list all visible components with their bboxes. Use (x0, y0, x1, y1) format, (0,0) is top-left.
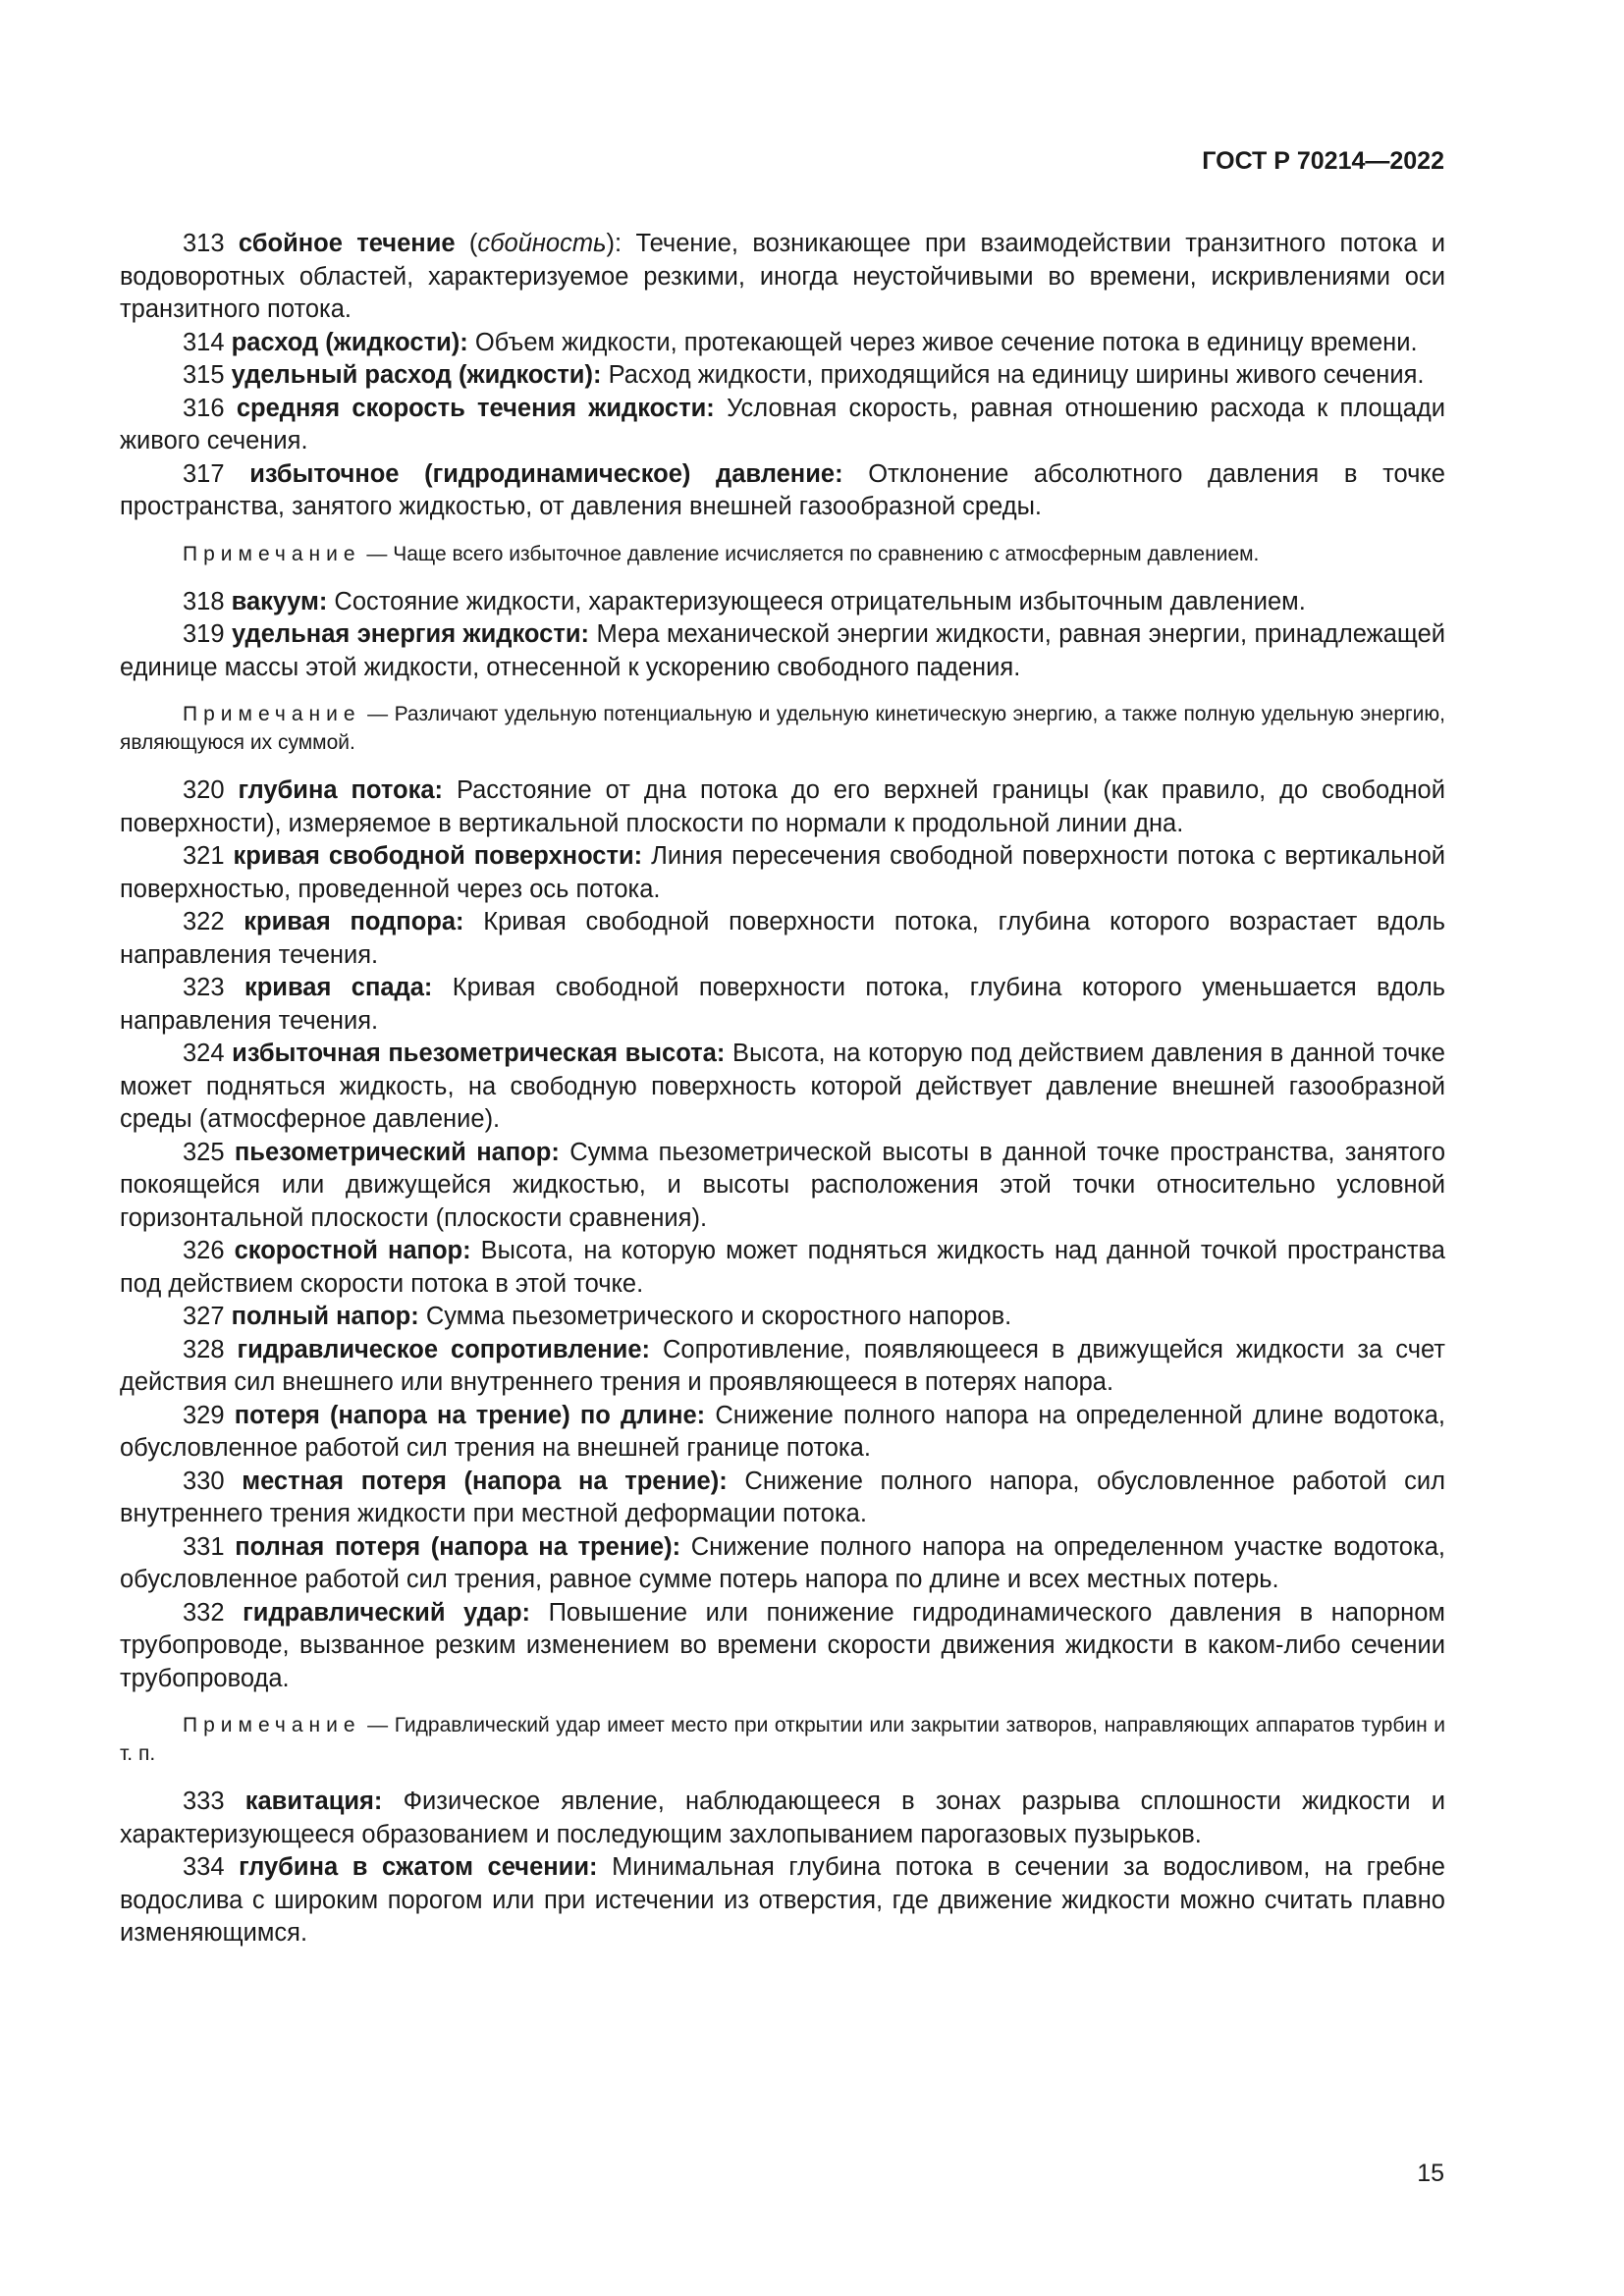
note-label: Примечание (183, 1714, 361, 1736)
term-number: 319 (183, 620, 225, 648)
term-definition: Высота, на которую под действием давления в данной точке может подняться жидкость, на свободную поверхность которой действует давление внешней газообразной среды (атмосферное давление). (120, 1040, 1445, 1133)
term-definition: Отклонение абсолютного давления в точке пространства, занятого жидкостью, от давления внешней газообразной среды. (120, 459, 1445, 520)
term-number: 332 (183, 1598, 225, 1627)
note-label: Примечание (183, 542, 361, 565)
term-entry (120, 1400, 1445, 1466)
term-number: 321 (183, 842, 225, 870)
term-definition: Сопротивление, появляющееся в движущейся жидкости за счет действия сил внешнего или внутреннего трения и проявляющееся в потерях напора. (120, 1335, 1445, 1396)
term-title: местная потеря (напора на трение): (242, 1467, 728, 1495)
term-title: вакуум: (231, 587, 328, 615)
note (120, 700, 1445, 757)
term-title: пьезометрический напор: (234, 1138, 560, 1166)
term-number: 334 (183, 1853, 225, 1881)
term-definition: Снижение полного напора на определенной длине водотока, обусловленное работой сил трения на внешней границе потока. (120, 1401, 1446, 1462)
term-title: кривая свободной поверхности: (233, 842, 643, 870)
term-entry (120, 1137, 1445, 1236)
term-number: 314 (183, 328, 225, 356)
term-title: кавитация: (244, 1788, 383, 1815)
term-entry (120, 1531, 1445, 1597)
term-title: скоростной напор: (234, 1237, 471, 1264)
term-definition: Сумма пьезометрической высоты в данной точке пространства, занятого покоящейся или движущейся жидкостью, и высоты расположения этой точки относительно условной горизонтальной плоскости (плоскости сравнения). (120, 1138, 1446, 1232)
note (120, 1711, 1445, 1768)
term-title: гидравлический удар: (243, 1598, 531, 1627)
note-text: — Чаще всего избыточное давление исчисляется по сравнению с атмосферным давлением. (366, 542, 1260, 565)
term-definition: Физическое явление, наблюдающееся в зонах разрыва сплошности жидкости и характеризующееся образованием и последующим захлопыванием парогазовых пузырьков. (120, 1788, 1445, 1848)
page-number: 15 (1417, 2160, 1444, 2187)
term-definition: Линия пересечения свободной поверхности потока с вертикальной поверхностью, проведенной через ось потока. (120, 842, 1445, 903)
term-number: 320 (183, 776, 225, 804)
term-entry (120, 774, 1445, 840)
term-number: 329 (183, 1401, 225, 1429)
note-label: Примечание (183, 703, 361, 725)
term-definition: Расстояние от дна потока до его верхней границы (как правило, до свободной поверхности), измеряемое в вертикальной плоскости по нормали к продольной линии дна. (120, 776, 1445, 837)
term-definition: Кривая свободной поверхности потока, глубина которого возрастает вдоль направления течения. (120, 908, 1445, 969)
term-entry (120, 1851, 1445, 1950)
term-definition: Повышение или понижение гидродинамического давления в напорном трубопроводе, вызванное резким изменением во времени скорости движения жидкости в каком-либо сечении трубопровода. (120, 1598, 1445, 1692)
term-title: глубина потока: (238, 776, 443, 804)
term-entry (120, 393, 1445, 458)
term-definition: Мера механической энергии жидкости, равная энергии, принадлежащей единице массы этой жидкости, отнесенной к ускорению свободного падения. (120, 620, 1446, 681)
term-number: 325 (183, 1138, 225, 1166)
note-text: — Гидравлический удар имеет место при открытии или закрытии затворов, направляющих аппаратов турбин и т. п. (120, 1714, 1445, 1765)
term-number: 323 (183, 974, 225, 1001)
term-title: избыточное (гидродинамическое) давление: (249, 459, 843, 488)
term-entry (120, 840, 1445, 906)
term-title: удельный расход (жидкости): (231, 361, 602, 389)
term-title: кривая спада: (244, 974, 433, 1001)
term-title: избыточная пьезометрическая высота: (232, 1040, 726, 1067)
term-entry (120, 972, 1445, 1038)
term-number: 318 (183, 587, 225, 615)
term-definition: : Течение, возникающее при взаимодействии транзитного потока и водоворотных областей, характеризуемое резкими, иногда неустойчивыми во времени, искривлениями оси транзитного потока. (120, 230, 1445, 323)
term-title: потеря (напора на трение) по длине: (234, 1401, 706, 1429)
term-entry: 313 сбойное течение (сбойность): Течение, возникающее при взаимодействии транзитного потока и водоворотных областей, характеризуемое резкими, иногда неустойчивыми во времени, искривлениями оси транзитного потока. (120, 230, 1445, 323)
term-definition: Условная скорость, равная отношению расхода к площади живого сечения. (120, 394, 1445, 454)
term-entry (120, 618, 1445, 684)
term-number: 328 (183, 1335, 225, 1363)
term-number: 326 (183, 1237, 225, 1264)
term-definition: Состояние жидкости, характеризующееся отрицательным избыточным давлением. (334, 587, 1306, 615)
term-title: средняя скорость течения жидкости: (236, 394, 715, 422)
term-title: гидравлическое сопротивление: (237, 1335, 650, 1363)
term-title: полный напор: (231, 1303, 419, 1330)
term-number: 327 (183, 1303, 225, 1330)
term-number: 315 (183, 361, 225, 389)
term-definition: Сумма пьезометрического и скоростного напоров. (425, 1303, 1012, 1330)
term-number: 331 (183, 1532, 225, 1561)
note (120, 540, 1445, 568)
note-text: — Различают удельную потенциальную и удельную кинетическую энергию, а также полную удельную энергию, являющуюся их суммой. (120, 703, 1445, 754)
term-entry (120, 359, 1445, 393)
term-number: 313 (183, 230, 225, 257)
term-title: удельная энергия жидкости: (232, 620, 589, 648)
term-title: расход (жидкости): (231, 328, 468, 356)
term-entry (120, 327, 1445, 360)
term-title: полная потеря (напора на трение): (235, 1532, 681, 1561)
term-title: глубина в сжатом сечении: (239, 1853, 598, 1881)
term-definition: Высота, на которую может подняться жидкость над данной точкой пространства под действием скорости потока в этой точке. (120, 1237, 1445, 1298)
term-title: сбойное течение (238, 230, 456, 257)
term-title: кривая подпора: (244, 908, 464, 935)
term-number: 317 (183, 459, 225, 488)
term-entry (120, 1597, 1445, 1696)
term-definition: Расход жидкости, приходящийся на единицу ширины живого сечения. (608, 361, 1425, 389)
term-entry (120, 1038, 1445, 1137)
terms-list (120, 228, 1445, 1950)
term-entry (120, 1235, 1445, 1301)
term-number: 322 (183, 908, 225, 935)
document-header: ГОСТ Р 70214—2022 (1202, 147, 1444, 175)
term-number: 330 (183, 1467, 225, 1495)
term-number: 324 (183, 1040, 225, 1067)
term-definition: Объем жидкости, протекающей через живое сечение потока в единицу времени. (474, 328, 1418, 356)
term-definition: Минимальная глубина потока в сечении за водосливом, на гребне водослива с широким порогом или при истечении из отверстия, где движение жидкости можно считать плавно изменяющимся. (120, 1853, 1445, 1947)
term-entry (120, 1466, 1445, 1531)
term-entry (120, 1301, 1445, 1334)
term-number: 316 (183, 394, 225, 422)
term-number: 333 (183, 1788, 225, 1815)
term-entry (120, 458, 1445, 524)
term-entry (120, 1786, 1445, 1851)
term-entry (120, 1334, 1445, 1400)
term-definition: Кривая свободной поверхности потока, глубина которого уменьшается вдоль направления течения. (120, 974, 1445, 1035)
term-entry (120, 906, 1445, 972)
term-definition: Снижение полного напора, обусловленное работой сил внутреннего трения жидкости при местной деформации потока. (120, 1467, 1446, 1527)
term-synonym: сбойность (477, 230, 607, 257)
term-entry (120, 586, 1445, 619)
term-definition: Снижение полного напора на определенном участке водотока, обусловленное работой сил трения, равное сумме потерь напора по длине и всех местных потерь. (120, 1532, 1445, 1593)
